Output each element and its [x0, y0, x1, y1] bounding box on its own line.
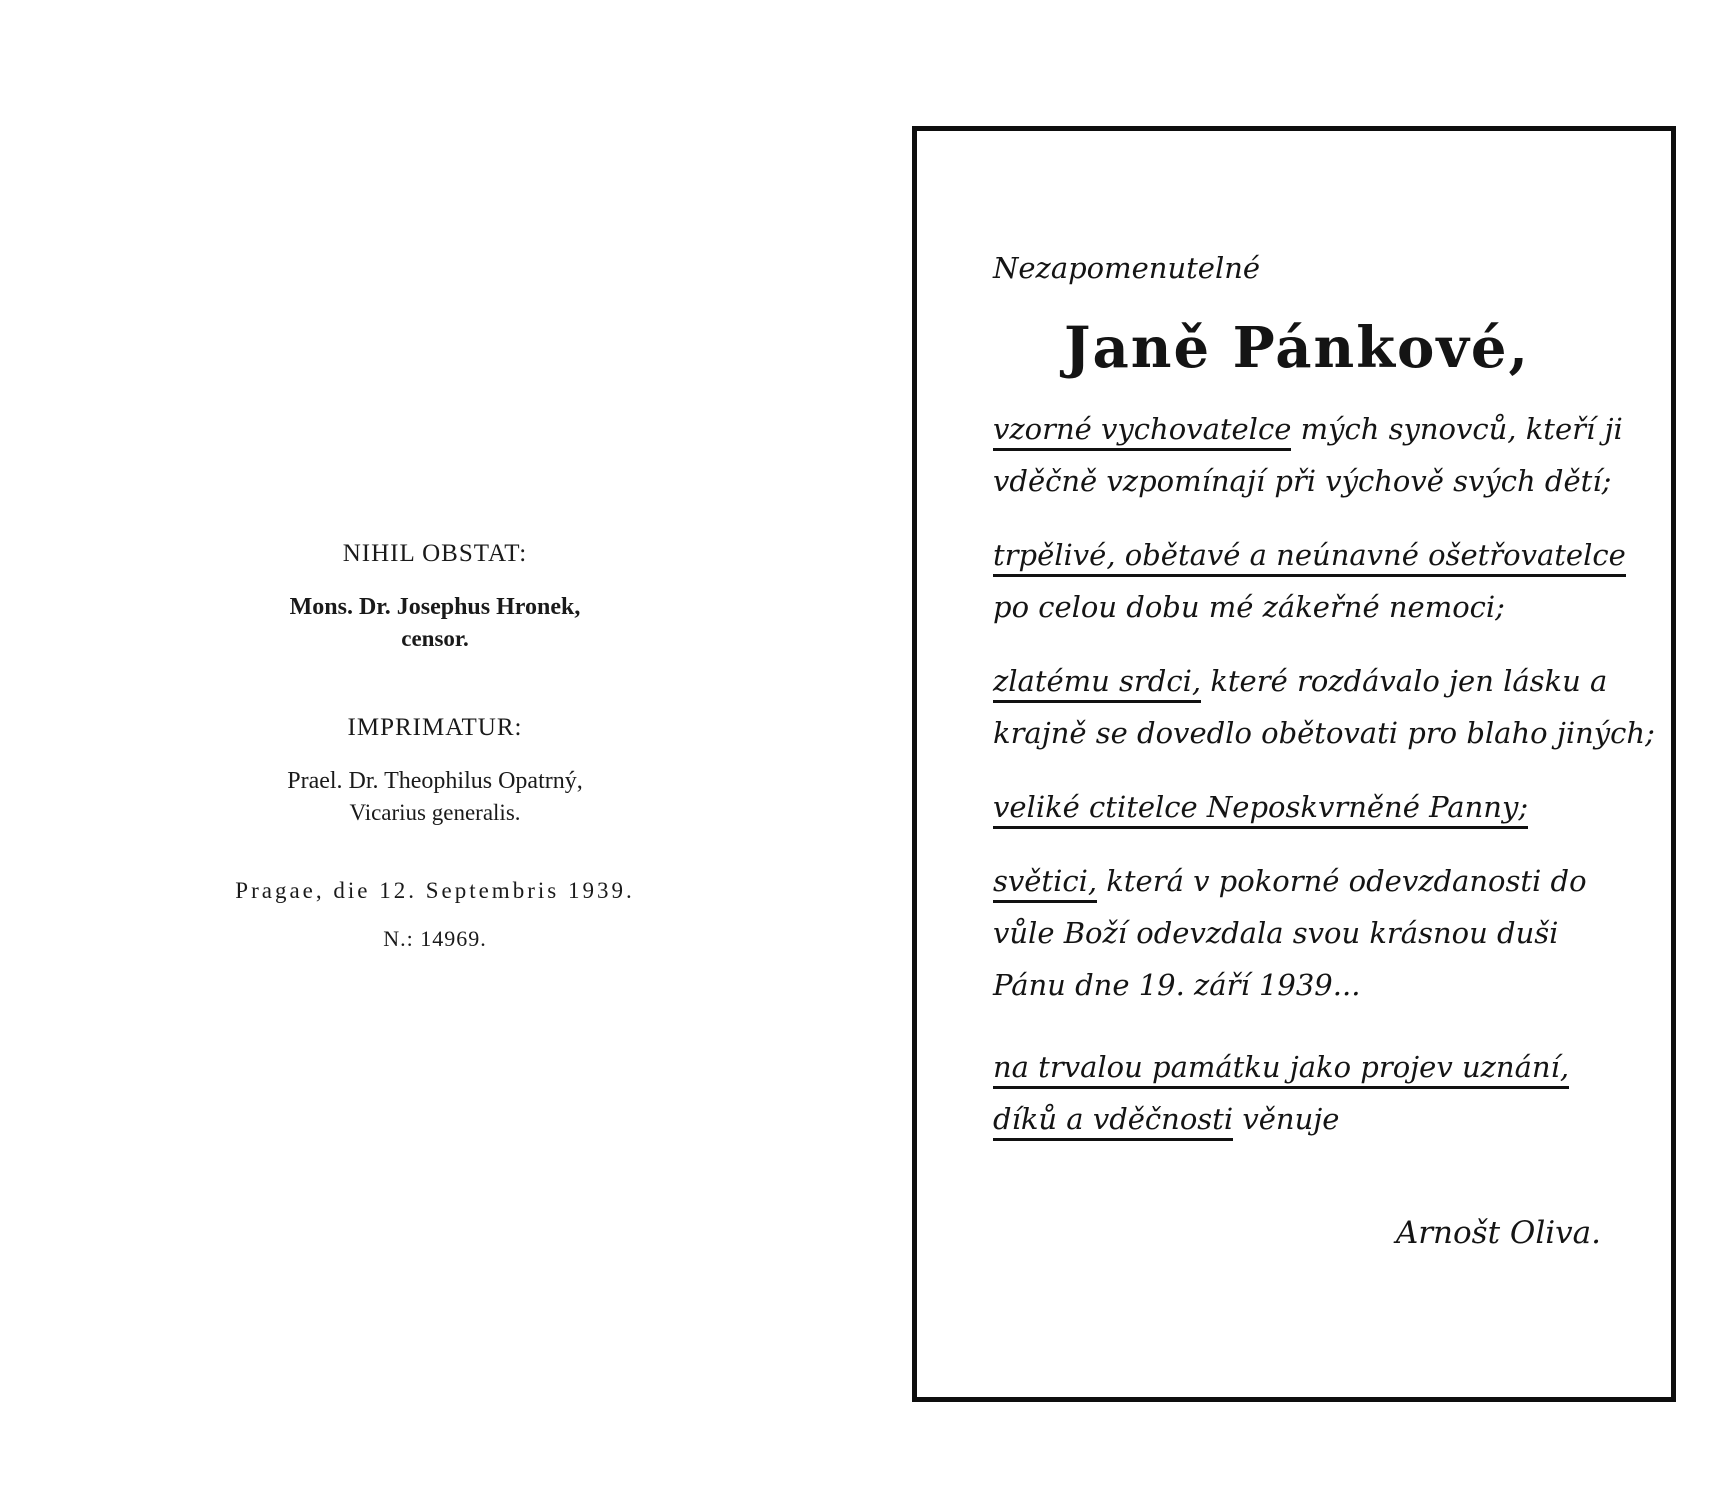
stanza-line: Pánu dne 19. září 1939... [993, 968, 1361, 1002]
vicar-name: Prael. Dr. Theophilus Opatrný, [287, 768, 583, 794]
reference-number: N.: 14969. [383, 926, 487, 951]
stanza-line [993, 1093, 1601, 1145]
underlined-phrase: na trvalou památku jako projev uznání, [993, 1050, 1569, 1089]
stanza-devotee [993, 781, 1601, 833]
underlined-phrase: zlatému srdci, [993, 664, 1201, 703]
stanza-line [993, 781, 1601, 833]
underlined-phrase: vzorné vychovatelce [993, 412, 1291, 451]
signature: Arnošt Oliva. [1395, 1215, 1601, 1251]
memorial-text [993, 251, 1655, 1251]
stanza-line [993, 1041, 1601, 1093]
stanza-text: která v pokorné odevzdanosti do [1097, 864, 1587, 898]
stanza-line: po celou dobu mé zákeřné nemoci; [993, 590, 1505, 624]
stanza-line [993, 403, 1623, 455]
stanza-text: které rozdávalo jen lásku a [1201, 664, 1608, 698]
stanza-line [993, 529, 1626, 581]
approval-page [150, 540, 720, 952]
underlined-phrase: díků a vděčnosti [993, 1102, 1233, 1141]
stanza-text: mých synovců, kteří ji [1291, 412, 1623, 446]
salutation: Nezapomenutelné [993, 251, 1261, 285]
dedicatee-name: Janě Pánkové, [1063, 315, 1531, 381]
stanza-line: vděčně vzpomínají při výchově svých dětí; [993, 464, 1612, 498]
vicar-role: Vicarius generalis. [349, 800, 521, 825]
imprimatur-heading: IMPRIMATUR: [347, 714, 523, 741]
stanza-dedication [993, 1041, 1601, 1145]
censor-role: censor. [401, 626, 469, 651]
underlined-phrase: světici, [993, 864, 1097, 903]
nihil-obstat-heading: NIHIL OBSTAT: [342, 540, 528, 567]
stanza-nurse [993, 529, 1626, 633]
stanza-line [993, 855, 1601, 907]
place-date: Pragae, die 12. Septembris 1939. [235, 878, 635, 903]
underlined-phrase: trpělivé, obětavé a neúnavné ošetřovatelce [993, 538, 1626, 577]
underlined-phrase: veliké ctitelce Neposkvrněné Panny; [993, 790, 1528, 829]
stanza-golden-heart [993, 655, 1655, 759]
memorial-card [912, 126, 1676, 1402]
stanza-line [993, 655, 1608, 707]
stanza-text: věnuje [1233, 1102, 1340, 1136]
censor-name: Mons. Dr. Josephus Hronek, [289, 594, 581, 620]
stanza-line: vůle Boží odevzdala svou krásnou duši [993, 916, 1559, 950]
stanza-saint [993, 855, 1601, 1011]
stanza-governess [993, 403, 1623, 507]
stanza-line: krajně se dovedlo obětovati pro blaho jiných; [993, 716, 1655, 750]
